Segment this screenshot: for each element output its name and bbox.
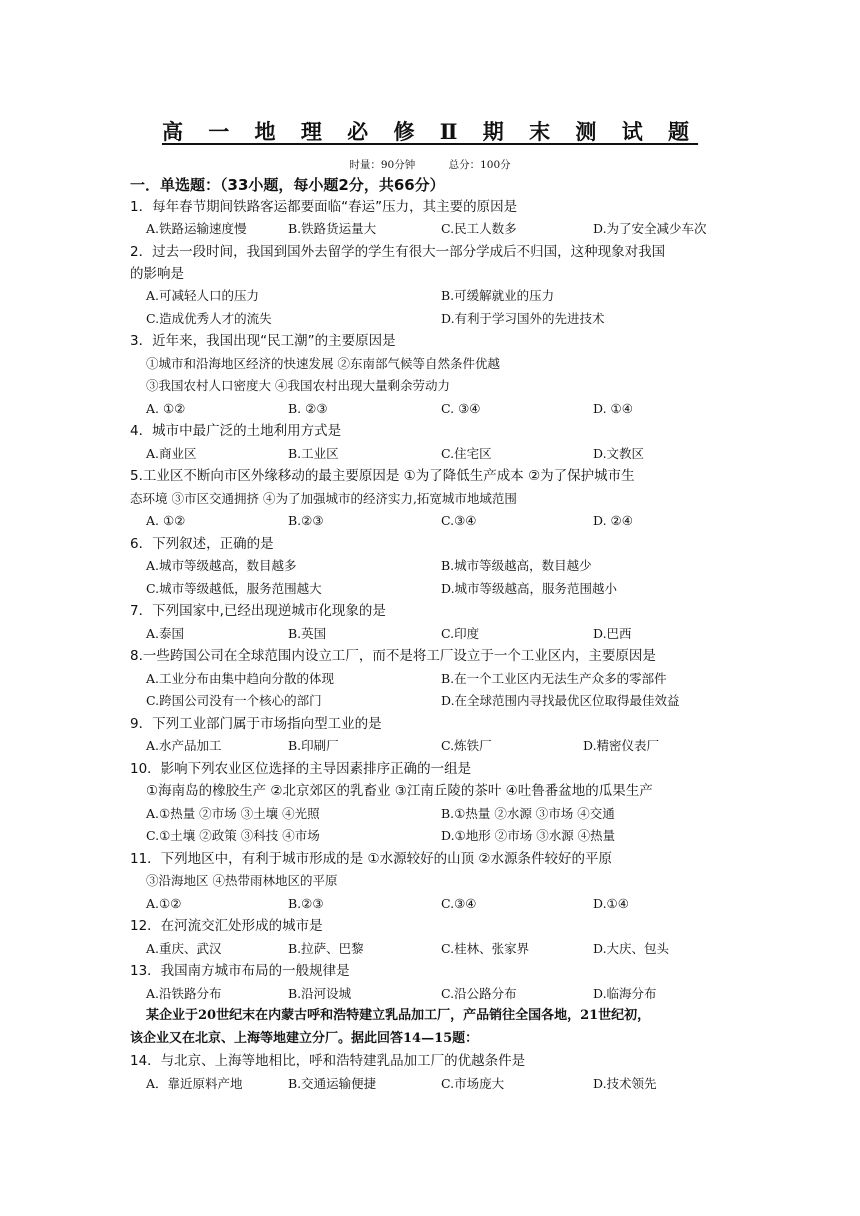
q10-option-c: C.①土壤 ②政策 ③科技 ④市场 bbox=[146, 828, 320, 843]
q4-option-b: B.工业区 bbox=[288, 446, 339, 461]
question-6: 6．下列叙述，正确的是 bbox=[130, 536, 274, 552]
q13-option-b: B.沿河设城 bbox=[288, 986, 352, 1001]
q8-option-c: C.跨国公司没有一个核心的部门 bbox=[146, 693, 322, 708]
q9-option-d: D.精密仪表厂 bbox=[583, 738, 660, 753]
q5-option-b: B.②③ bbox=[288, 513, 324, 528]
q7-option-b: B.英国 bbox=[288, 626, 327, 641]
question-3: 3．近年来，我国出现“民工潮”的主要原因是 bbox=[130, 333, 396, 349]
q1-option-d: D.为了安全减少车次 bbox=[593, 221, 707, 236]
q12-option-a: A.重庆、武汉 bbox=[146, 941, 222, 956]
q2-option-d: D.有利于学习国外的先进技术 bbox=[441, 311, 605, 326]
question-10: 10．影响下列农业区位选择的主导因素排序正确的一组是 bbox=[130, 761, 472, 777]
q5-option-c: C.③④ bbox=[441, 513, 477, 528]
q7-option-a: A.泰国 bbox=[146, 626, 185, 641]
q3-option-d: D. ①④ bbox=[593, 401, 633, 416]
q10-option-a: A.①热量 ②市场 ③土壤 ④光照 bbox=[146, 806, 320, 821]
question-14: 14．与北京、上海等地相比，呼和浩特建乳品加工厂的优越条件是 bbox=[130, 1053, 526, 1069]
q4-option-d: D.文教区 bbox=[593, 446, 645, 461]
q3-option-a: A. ①② bbox=[146, 401, 186, 416]
q10-option-d: D.①地形 ②市场 ③水源 ④热量 bbox=[441, 828, 616, 843]
q12-option-b: B.拉萨、巴黎 bbox=[288, 941, 364, 956]
q11-option-b: B.②③ bbox=[288, 896, 324, 911]
q5-option-d: D. ②④ bbox=[593, 513, 633, 528]
question-7: 7．下列国家中,已经出现逆城市化现象的是 bbox=[130, 603, 386, 619]
q3-option-c: C. ③④ bbox=[441, 401, 481, 416]
q8-option-a: A.工业分布由集中趋向分散的体现 bbox=[146, 671, 335, 686]
q13-option-d: D.临海分布 bbox=[593, 986, 657, 1001]
section-heading: 一．单选题：（33小题，每小题2分，共66分） bbox=[130, 176, 445, 194]
q1-option-a: A.铁路运输速度慢 bbox=[146, 221, 247, 236]
q11-option-c: C.③④ bbox=[441, 896, 477, 911]
q7-option-d: D.巴西 bbox=[593, 626, 632, 641]
question-4: 4．城市中最广泛的土地利用方式是 bbox=[130, 423, 342, 439]
question-2-cont: 的影响是 bbox=[130, 266, 184, 282]
q6-option-d: D.城市等级越高，服务范围越小 bbox=[441, 581, 618, 596]
q10-option-b: B.①热量 ②水源 ③市场 ④交通 bbox=[441, 806, 615, 821]
question-8: 8.一些跨国公司在全球范围内设立工厂，而不是将工厂设立于一个工业区内，主要原因是 bbox=[130, 648, 656, 664]
q1-option-c: C.民工人数多 bbox=[441, 221, 517, 236]
q12-option-d: D.大庆、包头 bbox=[593, 941, 670, 956]
question-12: 12．在河流交汇处形成的城市是 bbox=[130, 918, 323, 934]
q8-option-b: B.在一个工业区内无法生产众多的零部件 bbox=[441, 671, 667, 686]
question-11-cont: ③沿海地区 ④热带雨林地区的平原 bbox=[146, 873, 338, 888]
exam-meta: 时量：90分钟 总分：100分 bbox=[349, 159, 511, 171]
q8-option-d: D.在全球范围内寻找最优区位取得最佳效益 bbox=[441, 693, 680, 708]
q11-option-d: D.①④ bbox=[593, 896, 629, 911]
q3-items-1: ①城市和沿海地区经济的快速发展 ②东南部气候等自然条件优越 bbox=[146, 356, 500, 371]
question-2: 2．过去一段时间，我国到国外去留学的学生有很大一部分学成后不归国，这种现象对我国 bbox=[130, 244, 666, 260]
question-5: 5.工业区不断向市区外缘移动的最主要原因是 ①为了降低生产成本 ②为了保护城市生 bbox=[130, 468, 635, 484]
q13-option-c: C.沿公路分布 bbox=[441, 986, 517, 1001]
q4-option-c: C.住宅区 bbox=[441, 446, 492, 461]
q1-option-b: B.铁路货运量大 bbox=[288, 221, 377, 236]
question-1: 1．每年春节期间铁路客运都要面临“春运”压力，其主要的原因是 bbox=[130, 199, 518, 215]
q4-option-a: A.商业区 bbox=[146, 446, 197, 461]
q9-option-a: A.水产品加工 bbox=[146, 738, 222, 753]
q13-option-a: A.沿铁路分布 bbox=[146, 986, 222, 1001]
q14-option-c: C.市场庞大 bbox=[441, 1076, 505, 1091]
q6-option-b: B.城市等级越高，数目越少 bbox=[441, 558, 592, 573]
question-5-cont: 态环境 ③市区交通拥挤 ④为了加强城市的经济实力,拓宽城市地域范围 bbox=[130, 491, 517, 506]
exam-title: 高 一 地 理 必 修 Ⅱ 期 末 测 试 题 bbox=[161, 119, 699, 144]
material-line-1: 某企业于20世纪末在内蒙古呼和浩特建立乳品加工厂，产品销往全国各地，21世纪初， bbox=[146, 1008, 651, 1023]
q6-option-c: C.城市等级越低，服务范围越大 bbox=[146, 581, 322, 596]
q9-option-c: C.炼铁厂 bbox=[441, 738, 492, 753]
q14-option-a: A．靠近原料产地 bbox=[146, 1076, 243, 1091]
question-11: 11．下列地区中，有利于城市形成的是 ①水源较好的山顶 ②水源条件较好的平原 bbox=[130, 851, 612, 867]
question-9: 9．下列工业部门属于市场指向型工业的是 bbox=[130, 716, 382, 732]
q2-option-a: A.可减轻人口的压力 bbox=[146, 288, 260, 303]
q12-option-c: C.桂林、张家界 bbox=[441, 941, 530, 956]
q2-option-b: B.可缓解就业的压力 bbox=[441, 288, 555, 303]
q5-option-a: A. ①② bbox=[146, 513, 186, 528]
question-13: 13．我国南方城市布局的一般规律是 bbox=[130, 963, 350, 979]
q10-items: ①海南岛的橡胶生产 ②北京郊区的乳畜业 ③江南丘陵的茶叶 ④吐鲁番盆地的瓜果生产 bbox=[146, 783, 653, 799]
q3-items-2: ③我国农村人口密度大 ④我国农村出现大量剩余劳动力 bbox=[146, 378, 450, 393]
q3-option-b: B. ②③ bbox=[288, 401, 328, 416]
material-line-2: 该企业又在北京、上海等地建立分厂。据此回答14—15题： bbox=[130, 1031, 479, 1046]
q14-option-b: B.交通运输便捷 bbox=[288, 1076, 377, 1091]
q11-option-a: A.①② bbox=[146, 896, 182, 911]
q7-option-c: C.印度 bbox=[441, 626, 480, 641]
q14-option-d: D.技术领先 bbox=[593, 1076, 657, 1091]
q6-option-a: A.城市等级越高，数目越多 bbox=[146, 558, 297, 573]
q9-option-b: B.印刷厂 bbox=[288, 738, 339, 753]
q2-option-c: C.造成优秀人才的流失 bbox=[146, 311, 272, 326]
